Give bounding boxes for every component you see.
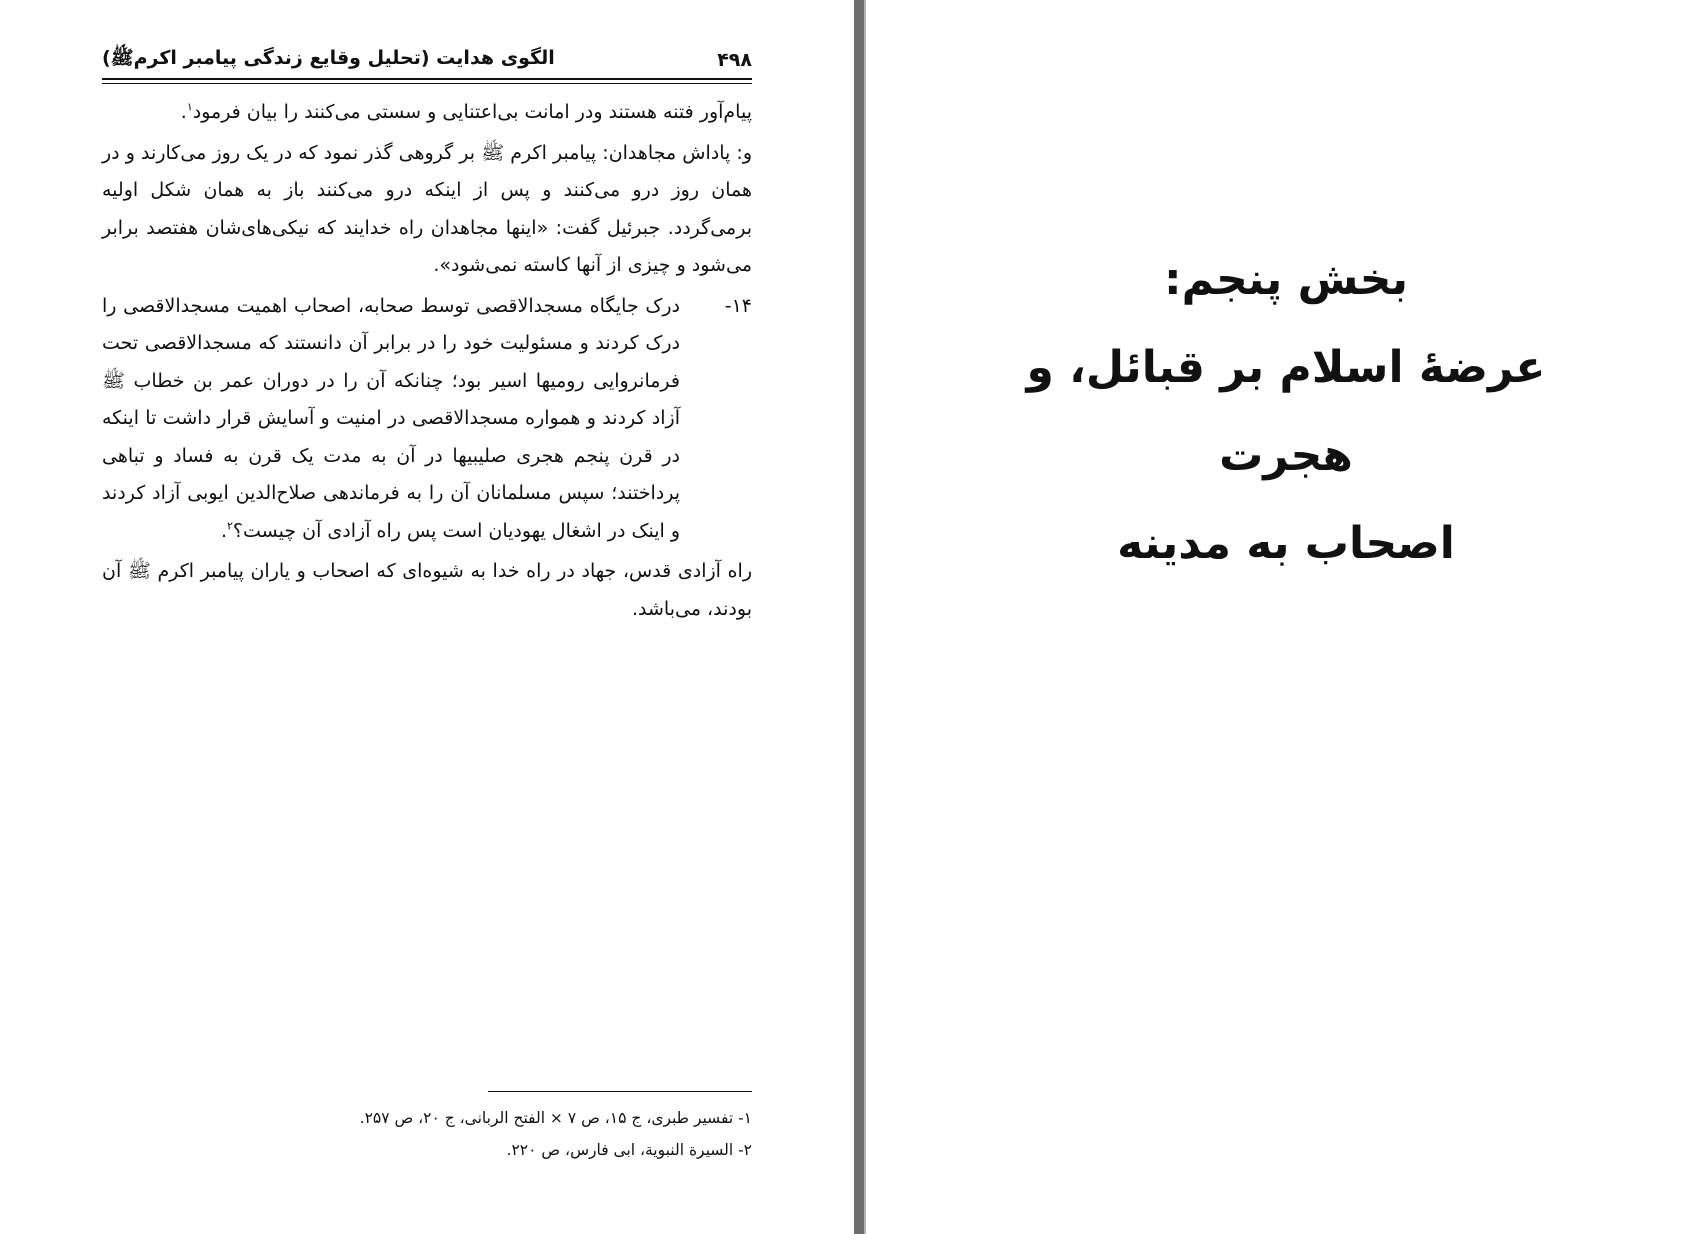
section-title-line-2: عرضۀ اسلام بر قبائل، و هجرت [1026, 342, 1546, 481]
running-header [102, 44, 752, 76]
paragraph-1-text: پیام‌آور فتنه هستند ودر امانت بی‌اعتنایی و سستی می‌کنند را بیان فرمود [192, 101, 752, 123]
item-14-text: درک جایگاه مسجدالاقصی توسط صحابه، اصحاب اهمیت مسجدالاقصی را درک کردند و مسئولیت خود را در برابر آن دانستند که مسجدالاقصی تحت فرمانروایی رومیها اسیر بود؛ چنانکه آن را در دوران عمر بن خطاب ﷺ آزاد کردند و همواره مسجدالاقصی در امنیت و آسایش قرار داشت تا اینکه در قرن پنجم هجری صلیبیها در آن به مدت یک قرن به فساد و تباهی پرداختند؛ سپس مسلمانان آن را به فرماندهی صلاح‌الدین ایوبی آزاد کردند و اینک در اشغال یهودیان است پس راه آزادی آن چیست؟ [102, 294, 680, 542]
footnote-rule [488, 1091, 752, 1092]
footnotes [102, 1102, 752, 1166]
header-rule-thick [102, 78, 752, 80]
footnote-ref-1: ۱ [186, 100, 193, 114]
footnote-1: ۱- تفسیر طبری، ج ۱۵، ص ۷ × الفتح الربانی، ج ۲۰، ص ۲۵۷. [359, 1109, 752, 1127]
header-rule-thin [102, 83, 752, 84]
paragraph-2: و: پاداش مجاهدان: پیامبر اکرم ﷺ بر گروهی گذر نمود که در یک روز می‌کارند و در همان روز درو می‌کنند و پس از اینکه درو می‌کنند باز به همان شکل اولیه برمی‌گردد. جبرئیل گفت: «اینها مجاهدان راه خدایند که نیکی‌های‌شان هفتصد برابر می‌شود و چیزی از آنها کاسته نمی‌شود». [102, 141, 752, 276]
numbered-item-14 [102, 288, 752, 551]
book-title: الگوی هدایت (تحلیل وقایع زندگی پیامبر اکرمﷺ) [102, 47, 555, 69]
footnote-ref-2: ۲ [227, 519, 233, 533]
footnote-2: ۲- السیرة النبویة، ابی فارس، ص ۲۲۰. [506, 1141, 752, 1159]
book-spine [854, 0, 864, 1234]
page-number: ۴۹۸ [717, 49, 752, 71]
section-title [986, 236, 1586, 588]
paragraph-1: پیام‌آور فتنه هستند ودر امانت بی‌اعتنایی و سستی می‌کنند را بیان فرمود$^۱$. [180, 100, 752, 123]
right-page [866, 0, 1708, 1234]
body-text [102, 94, 752, 631]
item-14-body: درک جایگاه مسجدالاقصی توسط صحابه، اصحاب اهمیت مسجدالاقصی را درک کردند و مسئولیت خود را در برابر آن دانستند که مسجدالاقصی تحت فرمانروایی رومیها اسیر بود؛ چنانکه آن را در دوران عمر بن خطاب ﷺ آزاد کردند و همواره مسجدالاقصی در امنیت و آسایش قرار داشت تا اینکه در قرن پنجم هجری صلیبیها در آن به مدت یک قرن به فساد و تباهی پرداختند؛ سپس مسلمانان آن را به فرماندهی صلاح‌الدین ایوبی آزاد کردند و اینک در اشغال یهودیان است پس راه آزادی آن چیست؟$^۲$. [102, 294, 680, 542]
section-title-line-1: بخش پنجم: [1163, 254, 1409, 305]
section-title-line-3: اصحاب به مدینه [1117, 518, 1455, 569]
item-number: ۱۴- [724, 294, 752, 317]
paragraph-3: راه آزادی قدس، جهاد در راه خدا به شیوه‌ای که اصحاب و یاران پیامبر اکرم ﷺ آن بودند، می‌باشد. [102, 560, 752, 620]
